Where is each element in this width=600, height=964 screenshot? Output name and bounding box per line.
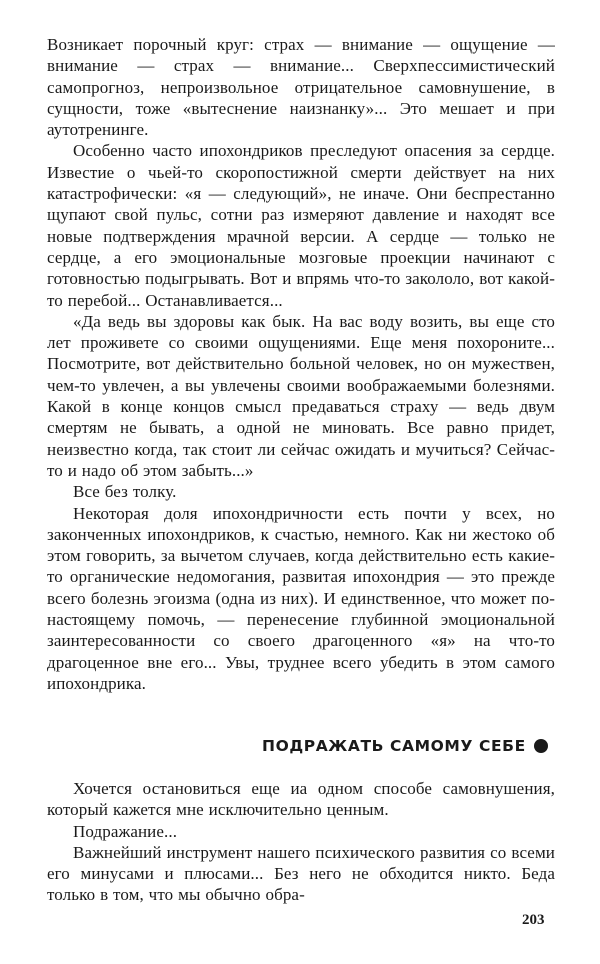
section-text: [47, 778, 555, 906]
paragraph-2: Особенно часто ипохондриков преследуют опасения за сердце. Известие о чьей-то скоропостижной смерти действует на них катастрофически: «я — следующий», не иначе. Они беспрестанно щупают свой пульс, сотни раз измеряют давление и находят все новые подтверждения мрачной версии. А сердце — только не сердце, а его эмоциональные мозговые проекции начинают с готовностью подыгрывать. Вот и впрямь что-то закололо, вот какой-то перебой... Останавливается...: [47, 141, 555, 310]
main-text: [47, 34, 555, 694]
paragraph-5: Некоторая доля ипохондричности есть почти у всех, но законченных ипохондриков, к счастью, немного. Как ни жестоко об этом говорить, за вычетом случаев, когда действительно есть какие-то органические недомогания, развитая ипохондрия — это прежде всего болезнь эгоизма (одна из них). И единственное, что может по-настоящему помочь, — перенесение глубинной эмоциональной заинтересованности со своего драгоценного «я» на что-то драгоценное вне его... Увы, труднее всего убедить в этом самого ипохондрика.: [47, 503, 555, 693]
paragraph-1: Возникает порочный круг: страх — внимание — ощущение — внимание — страх — внимание... Сверхпессимистический самопрогноз, непроизвольное отрицательное самовнушение, в сущности, тоже «вытеснение наизнанку»... Это мешает и при аутотренинге.: [47, 35, 555, 140]
page-number: 203: [522, 912, 545, 928]
section-heading: [262, 737, 548, 755]
paragraph-4: Все без толку.: [73, 482, 177, 502]
paragraph-3: «Да ведь вы здоровы как бык. На вас воду возить, вы еще сто лет проживете со своими ощущениями. Еще меня похороните... Посмотрите, вот действительно больной человек, но он мужествен, чем-то увлечен, а вы увлечены своими воображаемыми болезнями. Какой в конце концов смысл предаваться страху — ведь двум смертям не бывать, а одной не миновать. Все равно придет, неизвестно когда, так стоит ли сейчас ожидать и мучиться? Сейчас-то и надо об этом забыть...»: [47, 311, 555, 480]
section-heading-text: ПОДРАЖАТЬ САМОМУ СЕБЕ: [262, 737, 526, 755]
bullet-dot-icon: [534, 739, 548, 753]
section-paragraph-1: Хочется остановиться еще иа одном способе самовнушения, который кажется мне исключительно ценным.: [47, 779, 555, 820]
section-paragraph-2: Подражание...: [73, 821, 178, 841]
section-paragraph-3: Важнейший инструмент нашего психического развития со всеми его минусами и плюсами... Без него не обходится никто. Беда только в том, что мы обычно обра-: [47, 842, 555, 905]
